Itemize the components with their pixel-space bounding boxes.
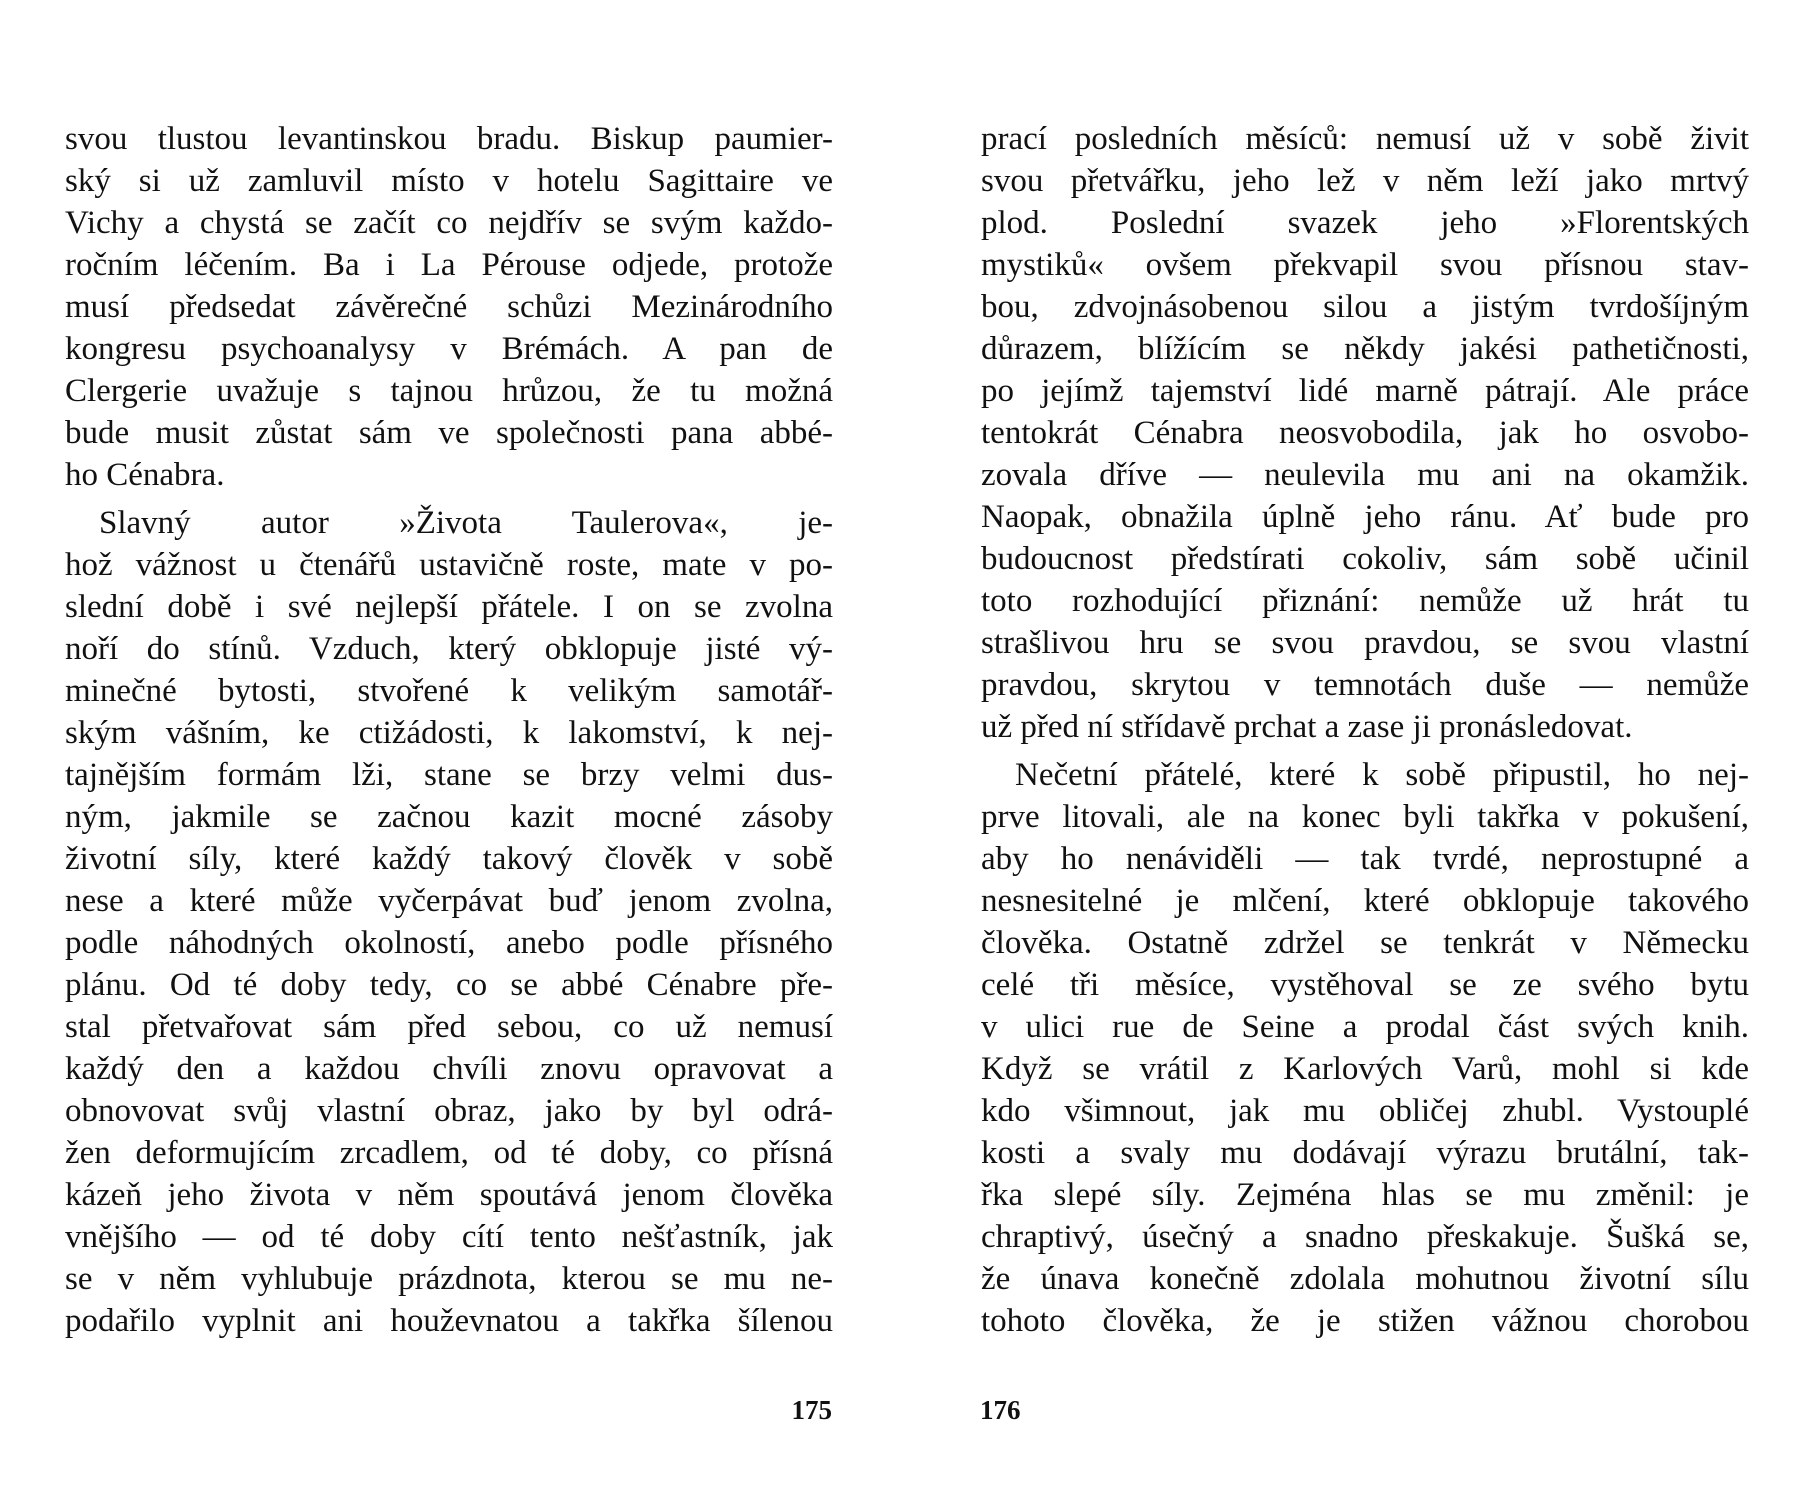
text-line: plod. Poslední svazek jeho »Florentských [981,205,1749,241]
text-line: celé tři měsíce, vystěhoval se ze svého bytu [981,967,1749,1003]
text-line: chraptivý, úsečný a snadno přeskakuje. Šušká se, [981,1219,1749,1255]
text-line: Slavný autor »Života Taulerova«, je- [99,505,833,541]
text-line: v ulici rue de Seine a prodal část svých knih. [981,1009,1749,1045]
right-page-text [981,118,1749,1342]
text-line: důrazem, blížícím se někdy jakési pathetičnosti, [981,331,1749,367]
text-line: aby ho nenáviděli — tak tvrdé, neprostupné a [981,841,1749,877]
text-line: kdo všimnout, jak mu obličej zhubl. Vystouplé [981,1093,1749,1129]
left-page-text [65,118,833,1342]
text-line: stal přetvařovat sám před sebou, co už nemusí [65,1009,833,1045]
text-line: hož vážnost u čtenářů ustavičně roste, mate v po- [65,547,833,583]
text-line: noří do stínů. Vzduch, který obklopuje jisté vý- [65,631,833,667]
text-line: řka slepé síly. Zejména hlas se mu změnil: je [981,1177,1749,1213]
text-line: ským vášním, ke ctižádosti, k lakomství, k nej- [65,715,833,751]
page-number: 175 [791,1395,832,1425]
text-line: Clergerie uvažuje s tajnou hrůzou, že tu možná [65,373,833,409]
text-line: kongresu psychoanalysy v Brémách. A pan de [65,331,833,367]
text-line: musí předsedat závěrečné schůzi Mezinárodního [65,289,833,325]
text-line: Nečetní přátelé, které k sobě připustil, ho nej- [1015,757,1749,793]
text-line: toto rozhodující přiznání: nemůže už hrát tu [981,583,1749,619]
text-line: nesnesitelné je mlčení, které obklopuje takového [981,883,1749,919]
text-line: ročním léčením. Ba i La Pérouse odjede, protože [65,247,833,283]
text-line: prací posledních měsíců: nemusí už v sobě živit [981,121,1749,157]
text-line: pravdou, skrytou v temnotách duše — nemůže [981,667,1749,703]
text-line: Když se vrátil z Karlových Varů, mohl si kde [981,1051,1749,1087]
text-line: mystiků« ovšem překvapil svou přísnou stav- [981,247,1749,283]
text-line: zovala dříve — neulevila mu ani na okamžik. [981,457,1749,493]
text-line: člověka. Ostatně zdržel se tenkrát v Německu [981,925,1749,961]
text-line: kázeň jeho života v něm spoutává jenom člověka [65,1177,833,1213]
text-line: žen deformujícím zrcadlem, od té doby, co přísná [65,1135,833,1171]
text-line: kosti a svaly mu dodávají výrazu brutální, tak- [981,1135,1749,1171]
text-line: obnovovat svůj vlastní obraz, jako by byl odrá- [65,1093,833,1129]
text-line: ným, jakmile se začnou kazit mocné zásoby [65,799,833,835]
text-line: svou přetvářku, jeho lež v něm leží jako mrtvý [981,163,1749,199]
text-line: Naopak, obnažila úplně jeho ránu. Ať bude pro [981,499,1749,535]
text-line: bude musit zůstat sám ve společnosti pana abbé- [65,415,833,451]
text-line: že únava konečně zdolala mohutnou životní sílu [981,1261,1749,1297]
text-line: podle náhodných okolností, anebo podle přísného [65,925,833,961]
text-line: tajnějším formám lži, stane se brzy velmi dus- [65,757,833,793]
text-line: nese a které může vyčerpávat buď jenom zvolna, [65,883,833,919]
text-line: prve litovali, ale na konec byli takřka v pokušení, [981,799,1749,835]
text-line: minečné bytosti, stvořené k velikým samotář- [65,673,833,709]
text-line: vnějšího — od té doby cítí tento nešťastník, jak [65,1219,833,1255]
text-line: slední době i své nejlepší přátele. I on se zvolna [65,589,833,625]
text-line: podařilo vyplnit ani houževnatou a takřka šílenou [65,1303,833,1339]
text-line: plánu. Od té doby tedy, co se abbé Cénabre pře- [65,967,833,1003]
text-line: budoucnost předstírati cokoliv, sám sobě učinil [981,541,1749,577]
text-line: po jejímž tajemství lidé marně pátrají. Ale práce [981,373,1749,409]
text-line: svou tlustou levantinskou bradu. Biskup paumier- [65,121,833,157]
page-number: 176 [980,1395,1021,1425]
text-line: tentokrát Cénabra neosvobodila, jak ho osvobo- [981,415,1749,451]
text-line: Vichy a chystá se začít co nejdřív se svým každo- [65,205,833,241]
text-line: tohoto člověka, že je stižen vážnou chorobou [981,1303,1749,1339]
text-line: už před ní střídavě prchat a zase ji pronásledovat. [981,709,1633,745]
right-page [906,0,1812,1500]
text-line: bou, zdvojnásobenou silou a jistým tvrdošíjným [981,289,1749,325]
text-line: ský si už zamluvil místo v hotelu Sagittaire ve [65,163,833,199]
text-line: strašlivou hru se svou pravdou, se svou vlastní [981,625,1749,661]
text-line: životní síly, které každý takový člověk v sobě [65,841,833,877]
text-line: ho Cénabra. [65,457,225,493]
text-line: se v něm vyhlubuje prázdnota, kterou se mu ne- [65,1261,833,1297]
text-line: každý den a každou chvíli znovu opravovat a [65,1051,833,1087]
